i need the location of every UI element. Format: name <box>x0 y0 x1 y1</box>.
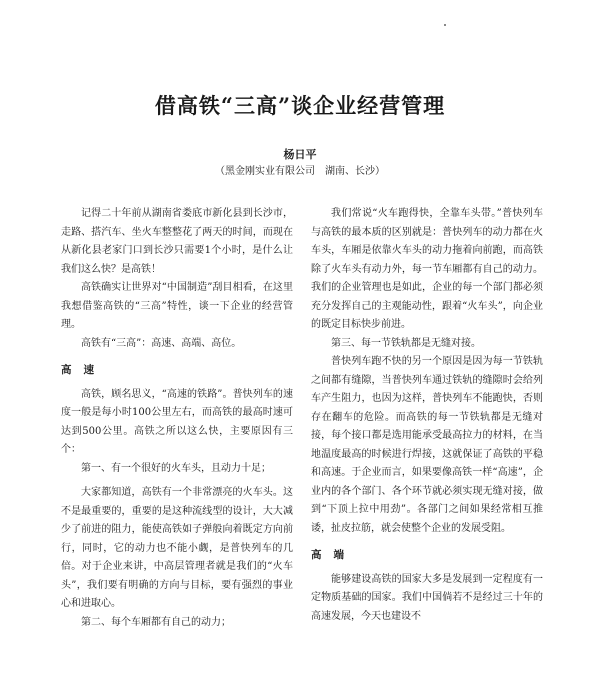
section-heading: 高速 <box>61 364 106 376</box>
body-paragraph: 高铁有“三高”：高速、高端、高位。 <box>81 337 242 349</box>
article-title: 借高铁“三高”谈企业经营管理 <box>154 93 446 118</box>
body-paragraph: 记得二十年前从湖南省娄底市新化县到长沙市，走路、搭汽车、坐火车整整花了两天的时间，而现在从新化县老家门口到长沙只需要1个小时，是什么让我们这么快？是高铁！ <box>61 208 293 275</box>
body-paragraph: 第一、有一个很好的火车头，且动力十足； <box>81 462 271 474</box>
body-paragraph: 我们常说“火车跑得快，全靠车头带。”普快列车与高铁的最本质的区别就是：普快列车的动力都在火车头，车厢是依靠火车头的动力拖着向前跑，而高铁除了火车头有动力外，每一节车厢都有自己的动力。我们的企业管理也是如此，企业的每一个部门都必须充分发挥自己的主观能动性，跟着“火车头”，向企业的既定目标快步前进。 <box>311 208 543 330</box>
author-affiliation: （黑金刚实业有限公司 湖南、长沙） <box>215 166 385 177</box>
body-paragraph: 第三、每一节铁轨都是无缝对接。 <box>331 337 481 349</box>
article-author: 杨日平 <box>283 148 317 161</box>
body-paragraph: 高铁，顾名思义，“高速的铁路”。普快列车的速度一般是每小时100公里左右，而高铁的最高时速可达到500公里。高铁之所以这么快，主要原因有三个： <box>61 388 293 455</box>
body-paragraph: 高铁确实让世界对“中国制造”刮目相看，在这里我想借鉴高铁的“三高”特性，谈一下企业的经营管理。 <box>61 282 293 330</box>
scan-speck <box>444 24 446 26</box>
body-paragraph: 能够建设高铁的国家大多是发展到一定程度有一定物质基础的国家。我们中国倘若不是经过三十年的高速发展，今天也建设不 <box>311 573 543 622</box>
left-text-column <box>61 205 293 632</box>
body-paragraph: 第二、每个车厢都有自己的动力； <box>81 616 231 628</box>
body-paragraph: 普快列车跑不快的另一个原因是因为每一节铁轨之间都有缝隙，当普快列车通过铁轨的缝隙时会给列车产生阻力，也因为这样，普快列车不能跑快，否则存在翻车的危险。而高铁的每一节铁轨都是无缝对接，每个接口都是选用能承受最高拉力的材料，在当地温度最高的时候进行焊接，这就保证了高铁的平稳和高速。于企业而言，如果要像高铁一样“高速”，企业内的各个部门、各个环节就必须实现无缝对接，做到“下顶上拉中用劲”。各部门之间如果经常相互推诿，扯皮拉筋，就会使整个企业的发展受阻。 <box>311 356 543 534</box>
section-heading: 高端 <box>311 549 356 561</box>
body-paragraph: 大家都知道，高铁有一个非常漂亮的火车头。这不是最重要的，重要的是这种流线型的设计，大大减少了前进的阻力，能使高铁如子弹般向着既定方向前行，同时，它的动力也不能小觑，是普快列车的几倍。对于企业来讲，中高层管理者就是我们的“火车头”，我们要有明确的方向与目标，要有强烈的事业心和进取心。 <box>61 487 293 609</box>
right-text-column <box>311 205 543 626</box>
